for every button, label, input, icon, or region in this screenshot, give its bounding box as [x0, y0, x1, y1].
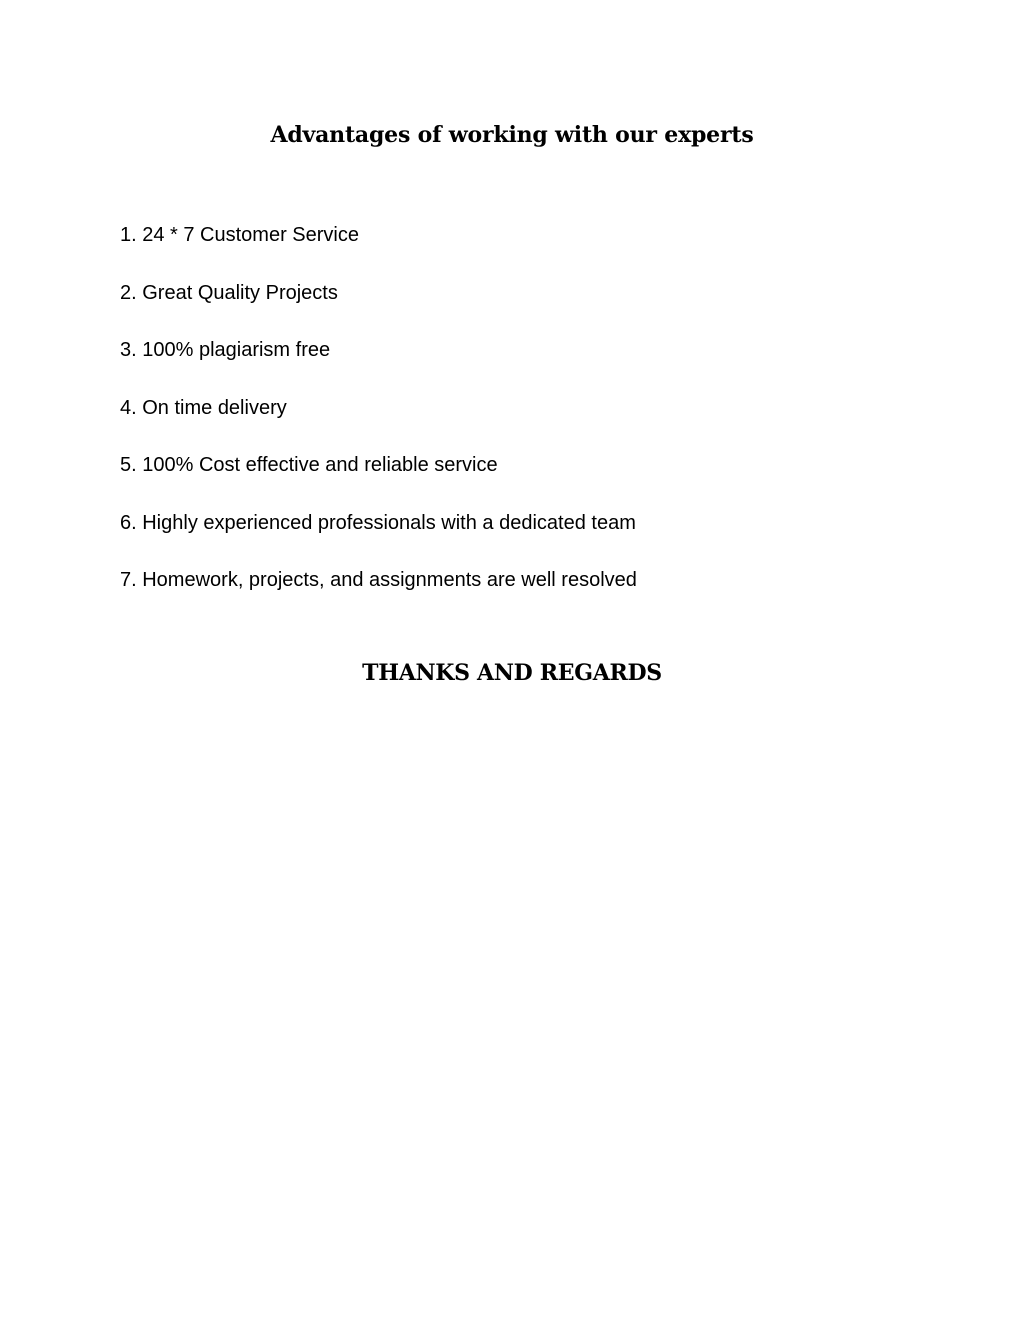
- closing-heading: THANKS AND REGARDS: [362, 660, 662, 686]
- list-item: 7. Homework, projects, and assignments are well resolved: [120, 569, 637, 591]
- list-item: 4. On time delivery: [120, 396, 287, 419]
- list-item: 6. Highly experienced professionals with a dedicated team: [120, 511, 636, 534]
- page-title: Advantages of working with our experts: [270, 122, 754, 148]
- list-item: 2. Great Quality Projects: [120, 281, 338, 304]
- list-item: 5. 100% Cost effective and reliable service: [120, 454, 498, 476]
- list-item: 3. 100% plagiarism free: [120, 339, 331, 361]
- advantages-list: [120, 221, 637, 624]
- list-item: 1. 24 * 7 Customer Service: [120, 224, 359, 246]
